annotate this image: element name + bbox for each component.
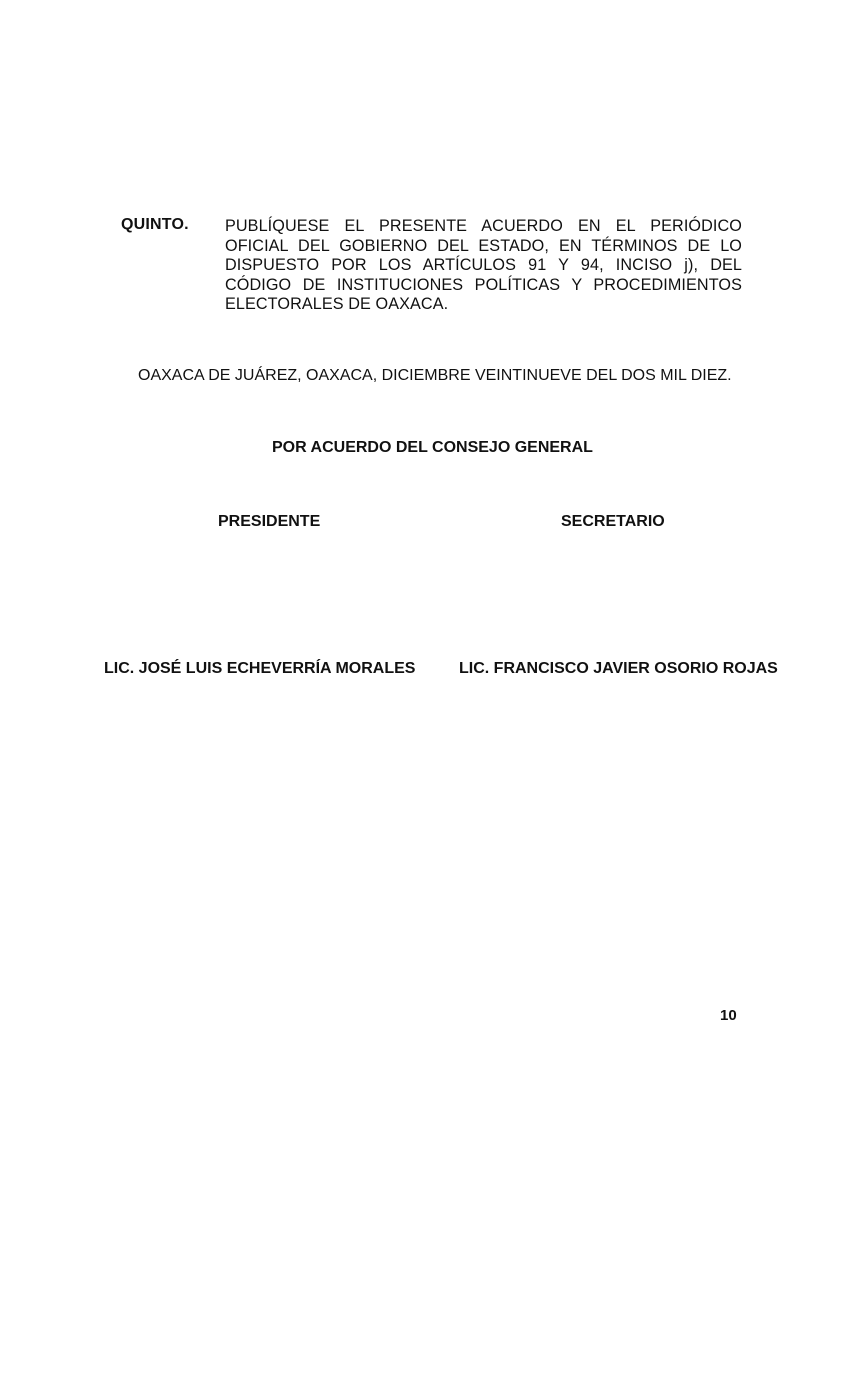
secretary-role: SECRETARIO	[561, 513, 665, 530]
place-and-date: OAXACA DE JUÁREZ, OAXACA, DICIEMBRE VEINTINUEVE DEL DOS MIL DIEZ.	[138, 367, 732, 384]
president-name: LIC. JOSÉ LUIS ECHEVERRÍA MORALES	[104, 660, 416, 677]
agreement-statement: POR ACUERDO DEL CONSEJO GENERAL	[272, 439, 593, 456]
clause-heading: QUINTO.	[121, 216, 189, 233]
secretary-name: LIC. FRANCISCO JAVIER OSORIO ROJAS	[459, 660, 778, 677]
president-role: PRESIDENTE	[218, 513, 321, 530]
page-number: 10	[720, 1007, 737, 1024]
clause-body: PUBLÍQUESE EL PRESENTE ACUERDO EN EL PERIÓDICO OFICIAL DEL GOBIERNO DEL ESTADO, EN TÉRMINOS DE LO DISPUESTO POR LOS ARTÍCULOS 91 Y 94, INCISO j), DEL CÓDIGO DE INSTITUCIONES POLÍTICAS Y PROCEDIMIENTOS ELECTORALES DE OAXACA.	[225, 217, 742, 313]
